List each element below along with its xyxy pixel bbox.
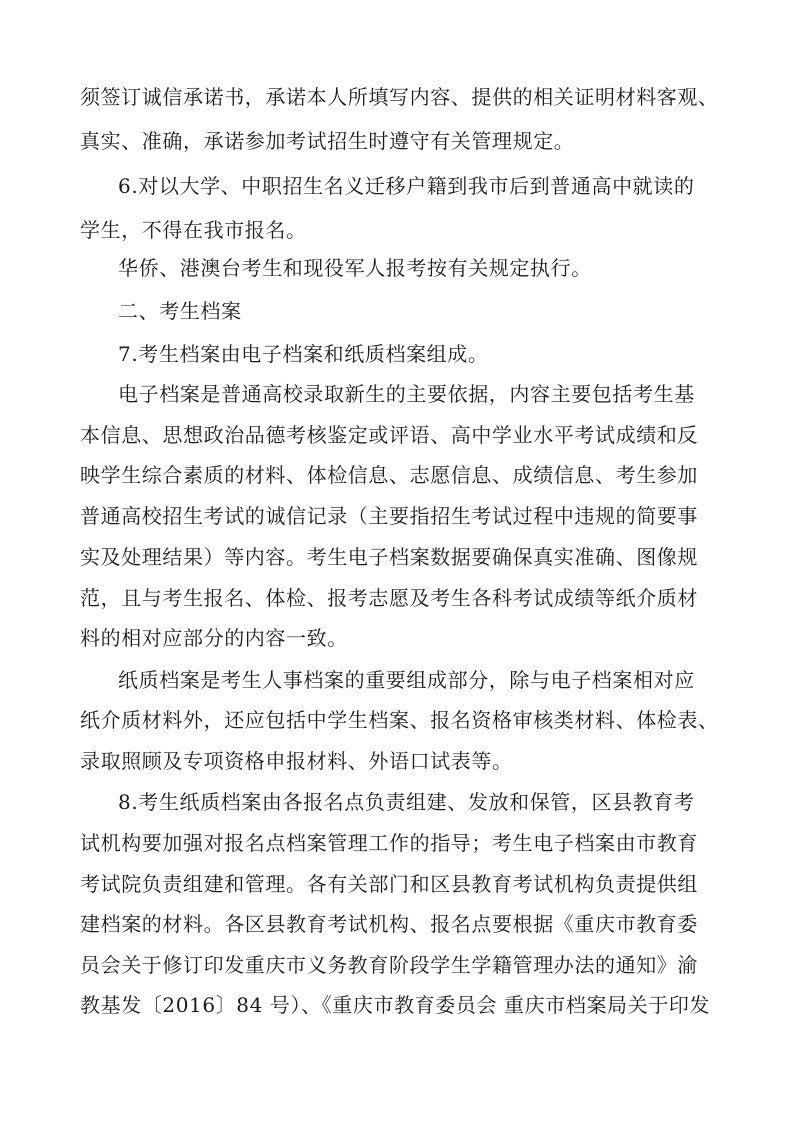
text-line: 教基发〔2016〕84 号）、《重庆市教育委员会 重庆市档案局关于印发: [80, 993, 711, 1017]
text-line: 料的相对应部分的内容一致。: [80, 626, 348, 650]
text-line: 本信息、思想政治品德考核鉴定或评语、高中学业水平考试成绩和反: [80, 423, 698, 447]
text-line: 电子档案是普通高校录取新生的主要依据，内容主要包括考生基: [118, 382, 695, 406]
text-line: 8.考生纸质档案由各报名点负责组建、发放和保管，区县教育考: [118, 790, 695, 814]
text-line: 真实、准确，承诺参加考试招生时遵守有关管理规定。: [80, 129, 575, 153]
text-line: 录取照顾及专项资格申报材料、外语口试表等。: [80, 749, 513, 773]
text-line: 普通高校招生考试的诚信记录（主要指招生考试过程中违规的简要事: [80, 504, 698, 528]
text-line: 6.对以大学、中职招生名义迁移户籍到我市后到普通高中就读的: [118, 174, 695, 198]
text-line: 7.考生档案由电子档案和纸质档案组成。: [118, 342, 489, 366]
text-line: 学生，不得在我市报名。: [80, 218, 307, 242]
text-line: 员会关于修订印发重庆市义务教育阶段学生学籍管理办法的通知》渝: [80, 953, 698, 977]
section-heading: 二、考生档案: [118, 299, 242, 323]
text-line: 建档案的材料。各区县教育考试机构、报名点要根据《重庆市教育委: [80, 912, 698, 936]
text-line: 纸介质材料外，还应包括中学生档案、报名资格审核类材料、体检表、: [80, 708, 719, 732]
text-line: 范，且与考生报名、体检、报考志愿及考生各科考试成绩等纸介质材: [80, 586, 698, 610]
text-line: 须签订诚信承诺书，承诺本人所填写内容、提供的相关证明材料客观、: [80, 85, 719, 109]
text-line: 纸质档案是考生人事档案的重要组成部分，除与电子档案相对应: [118, 668, 695, 692]
text-line: 实及处理结果）等内容。考生电子档案数据要确保真实准确、图像规: [80, 545, 698, 569]
text-line: 考试院负责组建和管理。各有关部门和区县教育考试机构负责提供组: [80, 872, 698, 896]
text-line: 华侨、港澳台考生和现役军人报考按有关规定执行。: [118, 256, 592, 280]
text-line: 映学生综合素质的材料、体检信息、志愿信息、成绩信息、考生参加: [80, 463, 698, 487]
text-line: 试机构要加强对报名点档案管理工作的指导；考生电子档案由市教育: [80, 831, 698, 855]
